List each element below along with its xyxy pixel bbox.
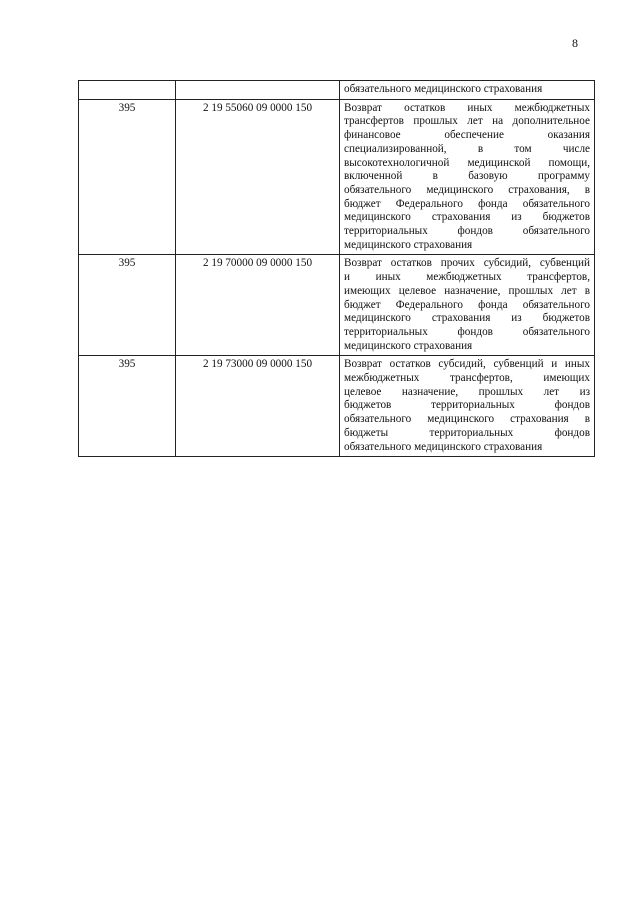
budget-code-cell: 2 19 55060 09 0000 150 (176, 99, 340, 255)
name-line: трансфертов прошлых лет на дополнительное (344, 115, 590, 128)
name-cell (340, 99, 595, 255)
name-line: высокотехнологичной медицинской помощи, (344, 156, 590, 169)
name-line: бюджет Федерального фонда обязательного (344, 298, 590, 311)
name-line: специализированной, в том числе (344, 142, 590, 155)
name-line: бюджеты территориальных фондов (344, 426, 590, 439)
name-line: бюджетов территориальных фондов (344, 399, 590, 412)
name-line: целевое назначение, прошлых лет из (344, 385, 590, 398)
admin-code-cell: 395 (79, 255, 176, 356)
name-line: финансовое обеспечение оказания (344, 129, 590, 142)
name-line: территориальных фондов обязательного (344, 225, 590, 238)
table-row (79, 356, 595, 457)
name-line: обязательного медицинского страхования (344, 440, 543, 453)
name-line: территориальных фондов обязательного (344, 325, 590, 338)
name-line: медицинского страхования (344, 238, 473, 251)
name-line: медицинского страхования из бюджетов (344, 211, 590, 224)
name-line: имеющих целевое назначение, прошлых лет в (344, 284, 590, 297)
name-line: обязательного медицинского страхования (344, 83, 543, 95)
name-line: Возврат остатков прочих субсидий, субвенций (344, 257, 590, 270)
name-line: включенной в базовую программу (344, 170, 590, 183)
table-row-continued (79, 81, 595, 100)
budget-codes-table (78, 80, 595, 457)
budget-code-cell (176, 81, 340, 100)
name-line: бюджет Федерального фонда обязательного (344, 197, 590, 210)
admin-code-cell: 395 (79, 356, 176, 457)
name-cell (340, 356, 595, 457)
page-number: 8 (572, 36, 578, 50)
table-row (79, 255, 595, 356)
name-cell (340, 255, 595, 356)
name-line: Возврат остатков иных межбюджетных (344, 101, 590, 114)
budget-code-cell: 2 19 73000 09 0000 150 (176, 356, 340, 457)
name-line: и иных межбюджетных трансфертов, (344, 271, 590, 284)
name-line: обязательного медицинского страхования, в (344, 183, 590, 196)
name-line: межбюджетных трансфертов, имеющих (344, 372, 590, 385)
name-line: обязательного медицинского страхования в (344, 413, 590, 426)
name-line: Возврат остатков субсидий, субвенций и иных (344, 358, 590, 371)
admin-code-cell: 395 (79, 99, 176, 255)
admin-code-cell (79, 81, 176, 100)
name-cell (340, 81, 595, 100)
budget-code-cell: 2 19 70000 09 0000 150 (176, 255, 340, 356)
name-line: медицинского страхования из бюджетов (344, 312, 590, 325)
name-line: медицинского страхования (344, 339, 473, 352)
table-row (79, 99, 595, 255)
